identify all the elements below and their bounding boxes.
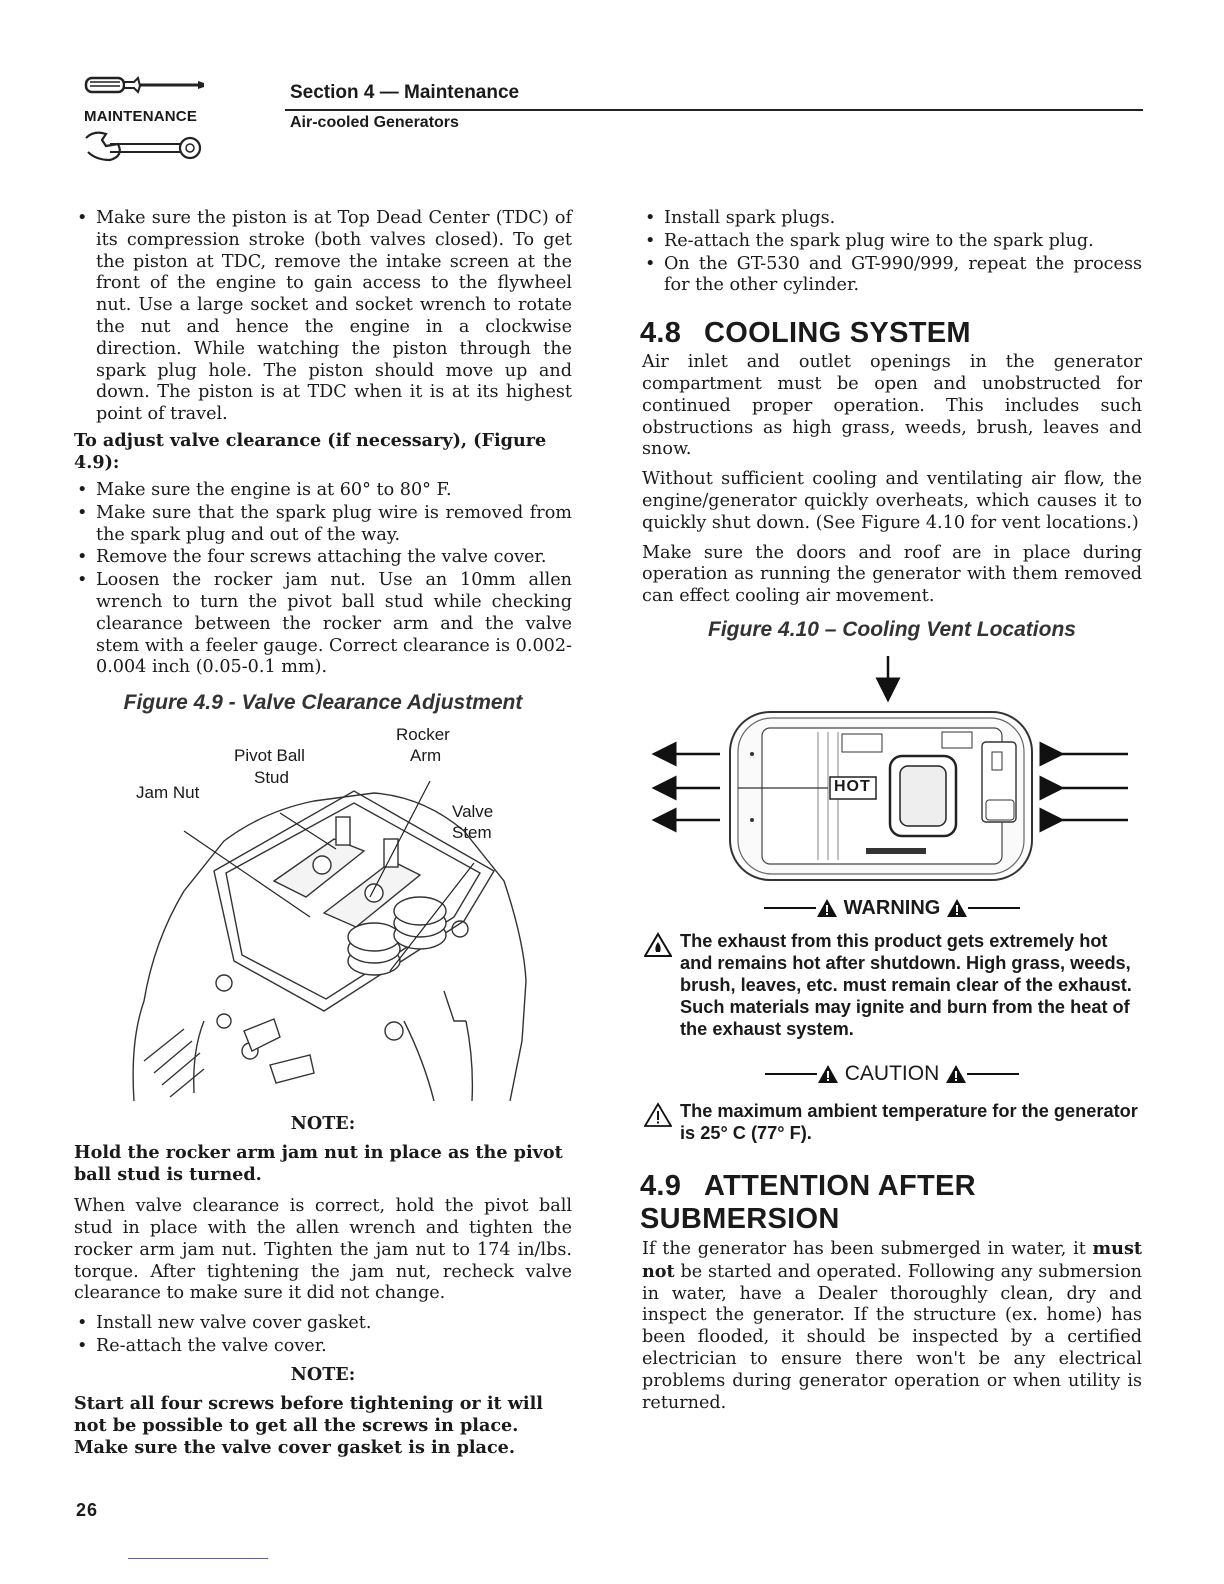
caution-triangle-icon — [945, 1064, 967, 1084]
paragraph — [642, 1238, 1142, 1414]
caution-message — [642, 1100, 1142, 1144]
adjust-heading: To adjust valve clearance (if necessary), (Figure 4.9): — [74, 429, 547, 473]
note-title: NOTE: — [290, 1113, 356, 1135]
caution-header — [642, 1062, 1142, 1086]
text-run: be started and operated. Following any submersion in water, have a Dealer thoroughly clean, dry and inspect the generator. If the structure (ex. home) has been flooded, it should be inspected by a certified electrician to ensure there won't be any electrical problems during generator operation or when utility is returned. — [642, 1261, 1142, 1413]
list-item: • On the GT-530 and GT-990/999, repeat the process for the other cylinder. — [642, 254, 1142, 298]
page-number: 26 — [76, 1500, 99, 1520]
wrench-icon — [80, 128, 215, 168]
logo-label: MAINTENANCE — [84, 108, 198, 125]
section-4-8-heading — [640, 317, 1142, 350]
paragraph: When valve clearance is correct, hold the pivot ball stud in place with the allen wrench and tighten the rocker arm jam nut. Tighten the jam nut to 174 in/lbs. torque. After tightening the jam nut, recheck valve clearance to make sure it did not change. — [74, 1196, 572, 1304]
section-heading-text: COOLING SYSTEM — [704, 317, 971, 350]
label-pivot-ball: Pivot Ball — [234, 746, 305, 766]
paragraph: Make sure the doors and roof are in place during operation as running the generator with them removed can effect cooling air movement. — [642, 542, 1142, 607]
section-heading-text: ATTENTION AFTER SUBMERSION — [640, 1169, 976, 1235]
caution-label: CAUTION — [844, 1061, 940, 1085]
list-item: • Make sure the engine is at 60° to 80° F. — [74, 480, 572, 502]
list-item: • Make sure the piston is at Top Dead Center (TDC) of its compression stroke (both valves closed). To get the piston at TDC, remove the intake screen at the front of the engine to gain access to the flywheel nut. Use a large socket and socket wrench to rotate the nut and hence the engine in a clockwise direction. While watching the piston through the spark plug hole. The piston should move up and down. The piston is at TDC when it is at its highest point of travel. — [74, 208, 572, 426]
emphasis: must not — [642, 1237, 1142, 1282]
hot-label: HOT — [834, 777, 871, 795]
cover-bullet-list — [74, 1313, 572, 1358]
label-stem: Stem — [452, 823, 492, 843]
generator-top-view-illustration — [642, 652, 1142, 887]
label-arm: Arm — [410, 746, 442, 766]
section-title: Section 4 — Maintenance — [290, 82, 520, 103]
divider — [967, 1073, 1019, 1075]
list-item: • Re-attach the spark plug wire to the spark plug. — [642, 231, 1142, 253]
header-rule — [285, 109, 1143, 111]
note-title: NOTE: — [290, 1363, 356, 1385]
label-stud: Stud — [254, 768, 289, 788]
section-4-9-heading — [640, 1170, 1142, 1236]
maintenance-logo — [80, 72, 215, 167]
divider — [765, 1073, 817, 1075]
list-item: • Install spark plugs. — [642, 208, 1142, 230]
figure-4-9 — [74, 721, 572, 1101]
warning-label: WARNING — [843, 896, 941, 919]
divider — [968, 907, 1020, 909]
divider — [764, 907, 816, 909]
list-item: • Remove the four screws attaching the valve cover. — [74, 547, 572, 569]
paragraph: Air inlet and outlet openings in the generator compartment must be open and unobstructed for continued proper operation. This includes such obstructions as high grass, weeds, brush, leaves and snow. — [642, 352, 1142, 460]
note-text: Start all four screws before tightening or it will not be possible to get all the screws in place. Make sure the valve cover gasket is in place. — [74, 1392, 543, 1458]
fire-hazard-icon — [644, 932, 672, 958]
warning-message — [642, 930, 1142, 1040]
text-run: If the generator has been submerged in water, it — [642, 1238, 1093, 1259]
note-text: Hold the rocker arm jam nut in place as the pivot ball stud is turned. — [74, 1142, 563, 1186]
warning-triangle-icon — [946, 898, 968, 918]
adjust-bullet-list — [74, 480, 572, 679]
figure-4-10-title: Figure 4.10 – Cooling Vent Locations — [708, 617, 1076, 641]
label-valve: Valve — [452, 802, 494, 822]
list-item: • Install new valve cover gasket. — [74, 1313, 572, 1335]
section-number: 4.8 — [640, 317, 682, 350]
spark-plug-bullet-list — [642, 208, 1142, 297]
figure-4-10 — [642, 652, 1142, 887]
list-item: • Make sure that the spark plug wire is removed from the spark plug and out of the way. — [74, 503, 572, 547]
section-number: 4.9 — [640, 1169, 682, 1202]
exclamation-triangle-icon — [644, 1102, 672, 1128]
list-item: • Re-attach the valve cover. — [74, 1336, 572, 1358]
warning-text: The exhaust from this product gets extremely hot and remains hot after shutdown. High grass, weeds, brush, leaves, etc. must remain clear of the exhaust. Such materials may ignite and burn from the heat of the exhaust system. — [680, 930, 1132, 1039]
caution-triangle-icon — [817, 1064, 839, 1084]
subsection-title: Air-cooled Generators — [290, 114, 459, 131]
caution-text: The maximum ambient temperature for the generator is 25° C (77° F). — [680, 1100, 1138, 1143]
paragraph: Without sufficient cooling and ventilating air flow, the engine/generator quickly overheats, which causes it to quickly shut down. (See Figure 4.10 for vent locations.) — [642, 469, 1142, 533]
right-column — [642, 208, 1142, 1418]
warning-header — [642, 897, 1142, 920]
list-item: • Loosen the rocker jam nut. Use an 10mm allen wrench to turn the pivot ball stud while checking clearance between the rocker arm and the valve stem with a feeler gauge. Correct clearance is 0.002-0.004 inch (0.05-0.1 mm). — [74, 570, 572, 679]
tdc-bullet-list — [74, 208, 572, 426]
warning-triangle-icon — [816, 898, 838, 918]
valve-assembly-illustration — [74, 721, 572, 1101]
left-column — [74, 208, 572, 1465]
footer-rule — [128, 1558, 268, 1559]
label-rocker: Rocker — [396, 725, 450, 745]
figure-4-9-title: Figure 4.9 - Valve Clearance Adjustment — [123, 691, 523, 715]
label-jam-nut: Jam Nut — [136, 783, 200, 803]
